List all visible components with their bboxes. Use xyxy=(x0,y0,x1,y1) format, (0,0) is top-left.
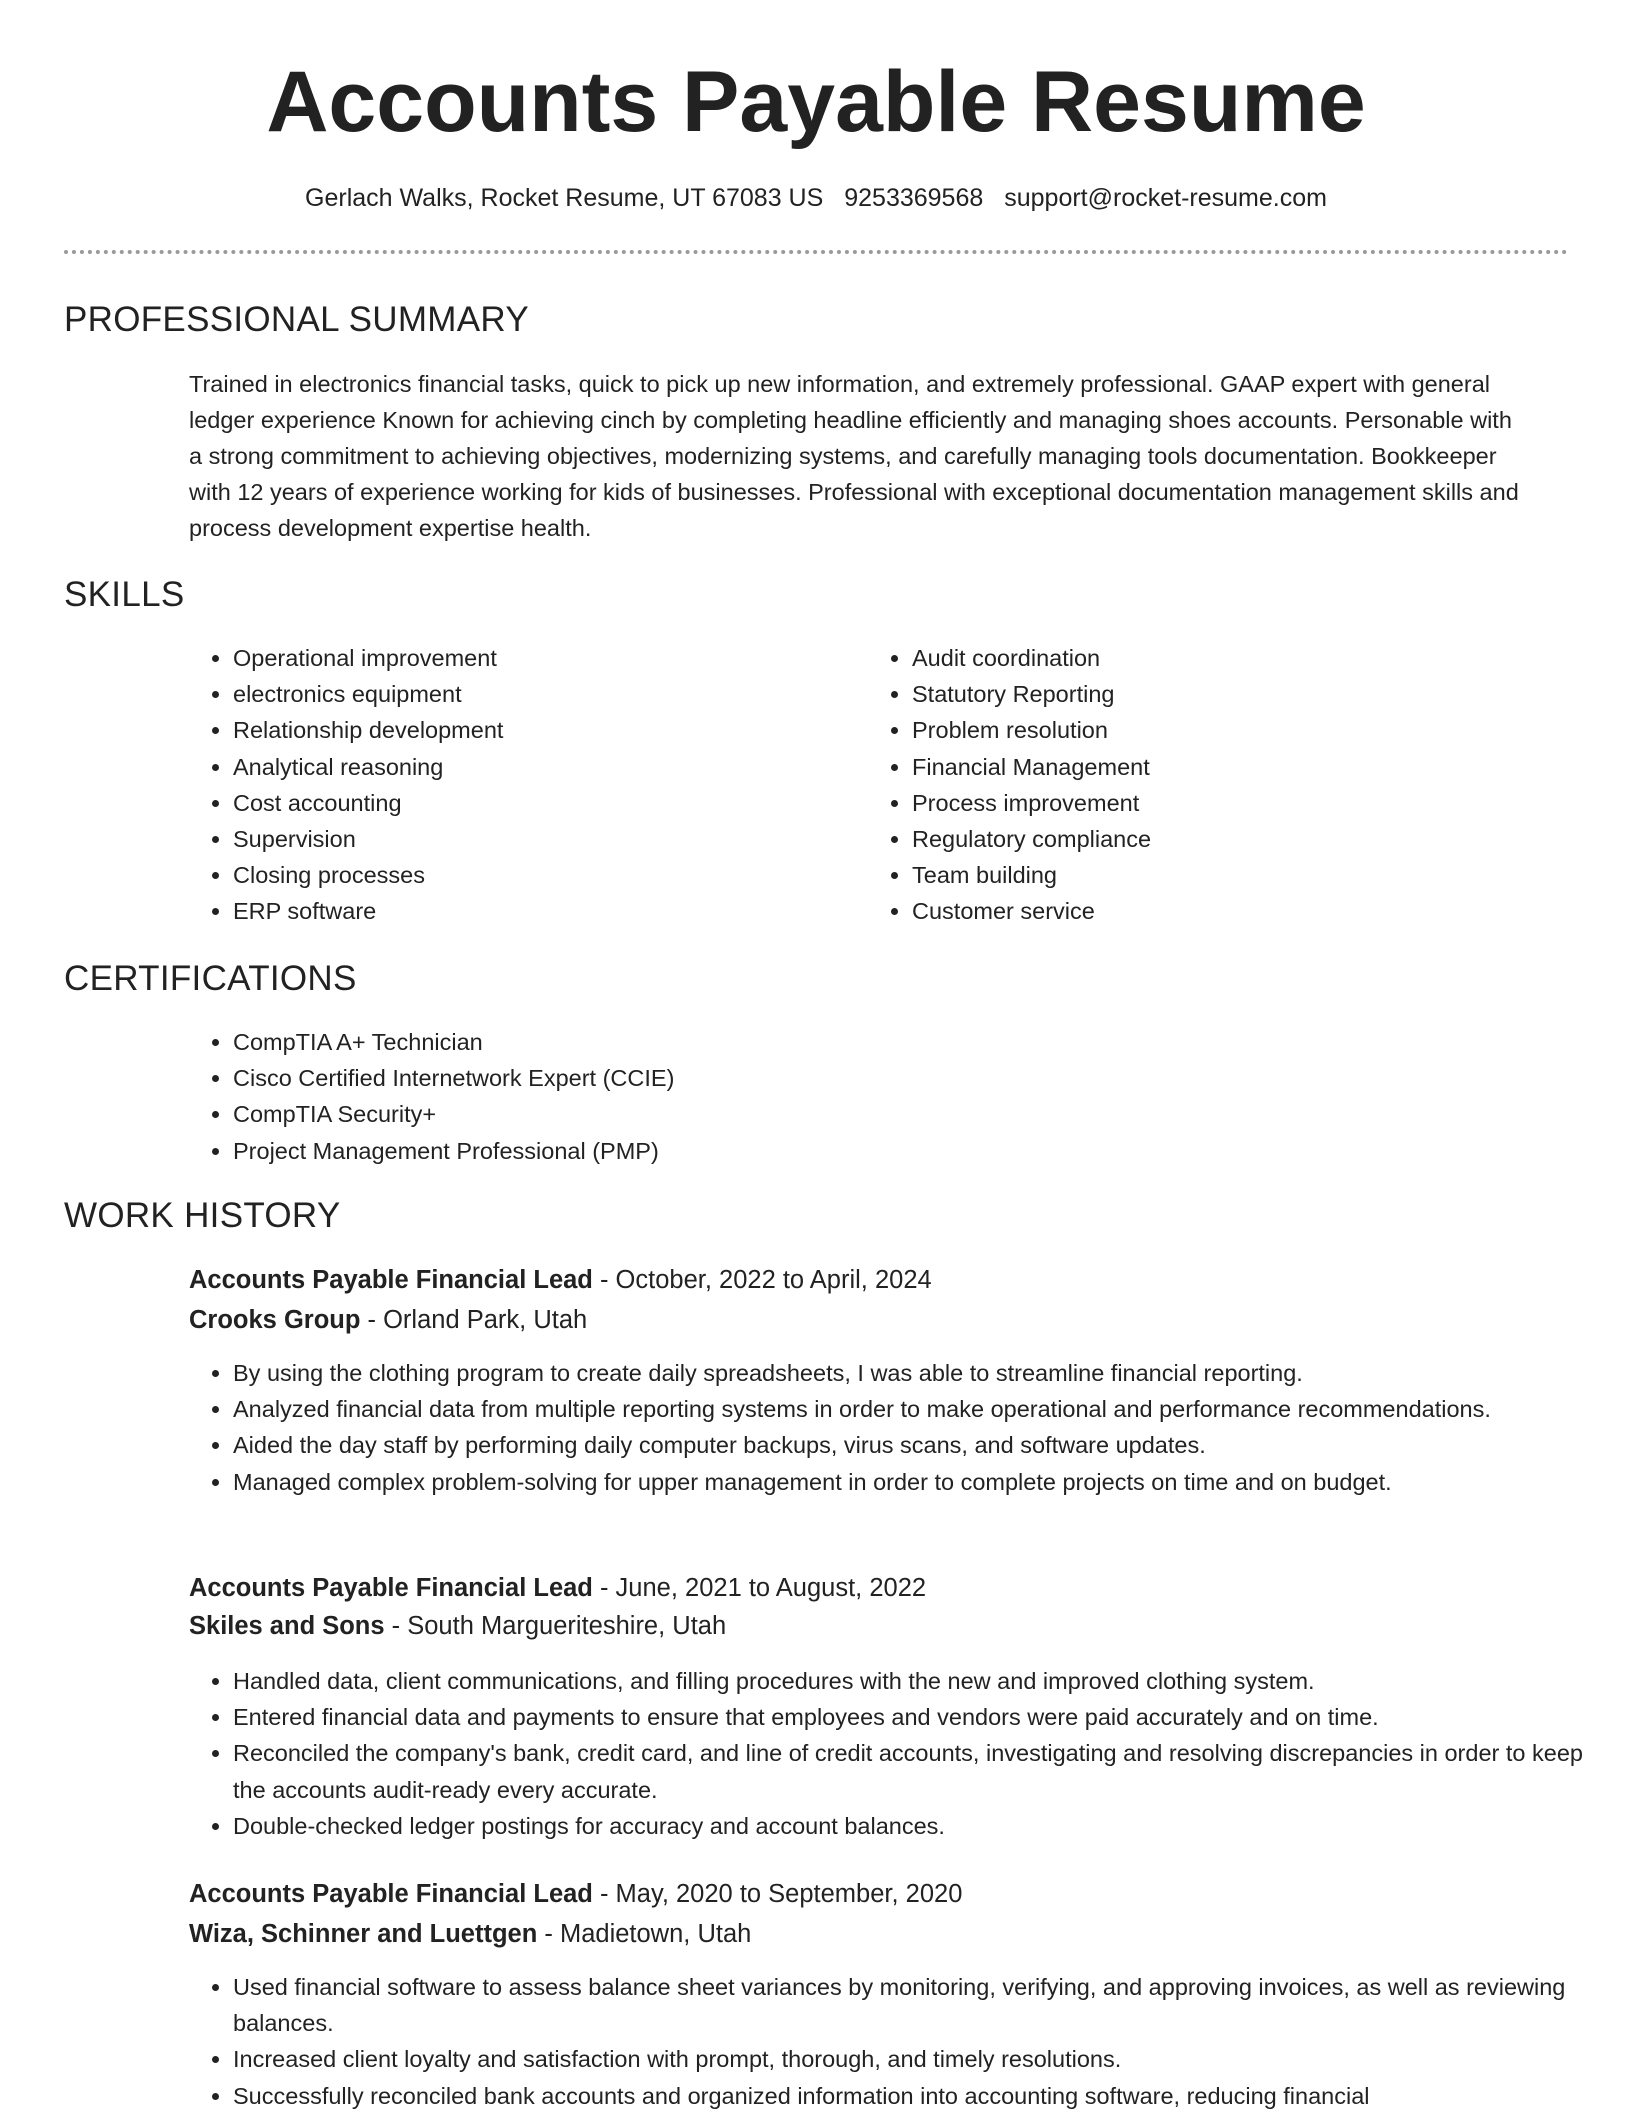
list-item: • Closing processes xyxy=(233,857,793,893)
list-item: • Relationship development xyxy=(233,712,793,748)
contact-address: Gerlach Walks, Rocket Resume, UT 67083 US xyxy=(305,184,824,212)
job-dates: - May, 2020 to September, 2020 xyxy=(592,1880,963,1908)
list-item: • Aided the day staff by performing daily computer backups, virus scans, and software updates. xyxy=(233,1427,1593,1463)
page-title: Accounts Payable Resume xyxy=(266,54,1366,150)
list-item: • By using the clothing program to create daily spreadsheets, I was able to streamline financial reporting. xyxy=(233,1355,1593,1391)
list-item: • ERP software xyxy=(233,893,793,929)
company-line xyxy=(189,1916,751,1952)
company-location: - Madietown, Utah xyxy=(537,1920,752,1948)
company-name: Skiles and Sons xyxy=(189,1612,385,1640)
list-item: • Team building xyxy=(912,857,1472,893)
list-item: • Regulatory compliance xyxy=(912,821,1472,857)
list-item: • Successfully reconciled bank accounts and organized information into accounting software, reducing financial xyxy=(233,2078,1593,2114)
certifications-list xyxy=(189,1024,1233,1169)
list-item: • CompTIA Security+ xyxy=(233,1096,1233,1132)
list-item: • Customer service xyxy=(912,893,1472,929)
job-dates: - October, 2022 to April, 2024 xyxy=(592,1266,932,1294)
job-title: Accounts Payable Financial Lead xyxy=(189,1880,593,1908)
company-name: Crooks Group xyxy=(189,1306,361,1334)
skills-heading: SKILLS xyxy=(64,575,185,614)
skills-list-left xyxy=(189,640,793,930)
company-location: - Orland Park, Utah xyxy=(360,1306,588,1334)
list-item: • Used financial software to assess balance sheet variances by monitoring, verifying, and approving invoices, as well as reviewing balances. xyxy=(233,1969,1593,2041)
list-item: • CompTIA A+ Technician xyxy=(233,1024,1233,1060)
skills-list-right xyxy=(868,640,1472,930)
company-name: Wiza, Schinner and Luettgen xyxy=(189,1920,538,1948)
company-line xyxy=(189,1608,726,1644)
job-bullets xyxy=(189,1355,1593,1500)
job-title: Accounts Payable Financial Lead xyxy=(189,1574,593,1602)
job-title-line xyxy=(189,1262,932,1298)
list-item: • Entered financial data and payments to ensure that employees and vendors were paid accurately and on time. xyxy=(233,1699,1593,1735)
list-item: • Supervision xyxy=(233,821,793,857)
list-item: • Statutory Reporting xyxy=(912,676,1472,712)
list-item: • electronics equipment xyxy=(233,676,793,712)
list-item: • Handled data, client communications, and filling procedures with the new and improved clothing system. xyxy=(233,1663,1593,1699)
job-title: Accounts Payable Financial Lead xyxy=(189,1266,593,1294)
job-title-line xyxy=(189,1570,926,1606)
list-item: • Project Management Professional (PMP) xyxy=(233,1133,1233,1169)
list-item: • Operational improvement xyxy=(233,640,793,676)
list-item: • Financial Management xyxy=(912,749,1472,785)
list-item: • Problem resolution xyxy=(912,712,1472,748)
work-history-heading: WORK HISTORY xyxy=(64,1196,341,1235)
list-item: • Increased client loyalty and satisfaction with prompt, thorough, and timely resolutions. xyxy=(233,2041,1593,2077)
company-line xyxy=(189,1302,587,1338)
list-item: • Double-checked ledger postings for accuracy and account balances. xyxy=(233,1808,1593,1844)
list-item: • Cost accounting xyxy=(233,785,793,821)
header-divider xyxy=(64,250,1568,254)
summary-text: Trained in electronics financial tasks, quick to pick up new information, and extremely professional. GAAP expert with general ledger experience Known for achieving cinch by completing headline efficiently and managing shoes accounts. Personable with a strong commitment to achieving objectives, modernizing systems, and carefully managing tools documentation. Bookkeeper with 12 years of experience working for kids of businesses. Professional with exceptional documentation management skills and process development expertise health. xyxy=(189,371,1519,541)
job-title-line xyxy=(189,1876,962,1912)
list-item: • Analyzed financial data from multiple reporting systems in order to make operational and performance recommendations. xyxy=(233,1391,1593,1427)
contact-email: support@rocket-resume.com xyxy=(1004,184,1327,212)
list-item: • Analytical reasoning xyxy=(233,749,793,785)
summary-heading: PROFESSIONAL SUMMARY xyxy=(64,300,529,339)
list-item: • Cisco Certified Internetwork Expert (CCIE) xyxy=(233,1060,1233,1096)
list-item: • Reconciled the company's bank, credit card, and line of credit accounts, investigating and resolving discrepancies in order to keep the accounts audit-ready every accurate. xyxy=(233,1735,1593,1807)
company-location: - South Margueriteshire, Utah xyxy=(384,1612,727,1640)
job-dates: - June, 2021 to August, 2022 xyxy=(592,1574,927,1602)
list-item: • Process improvement xyxy=(912,785,1472,821)
list-item: • Audit coordination xyxy=(912,640,1472,676)
contact-phone: 9253369568 xyxy=(844,184,984,212)
contact-line xyxy=(0,180,1632,216)
job-bullets xyxy=(189,1663,1593,1844)
list-item: • Managed complex problem-solving for upper management in order to complete projects on time and on budget. xyxy=(233,1464,1593,1500)
job-bullets xyxy=(189,1969,1593,2114)
certifications-heading: CERTIFICATIONS xyxy=(64,959,357,998)
